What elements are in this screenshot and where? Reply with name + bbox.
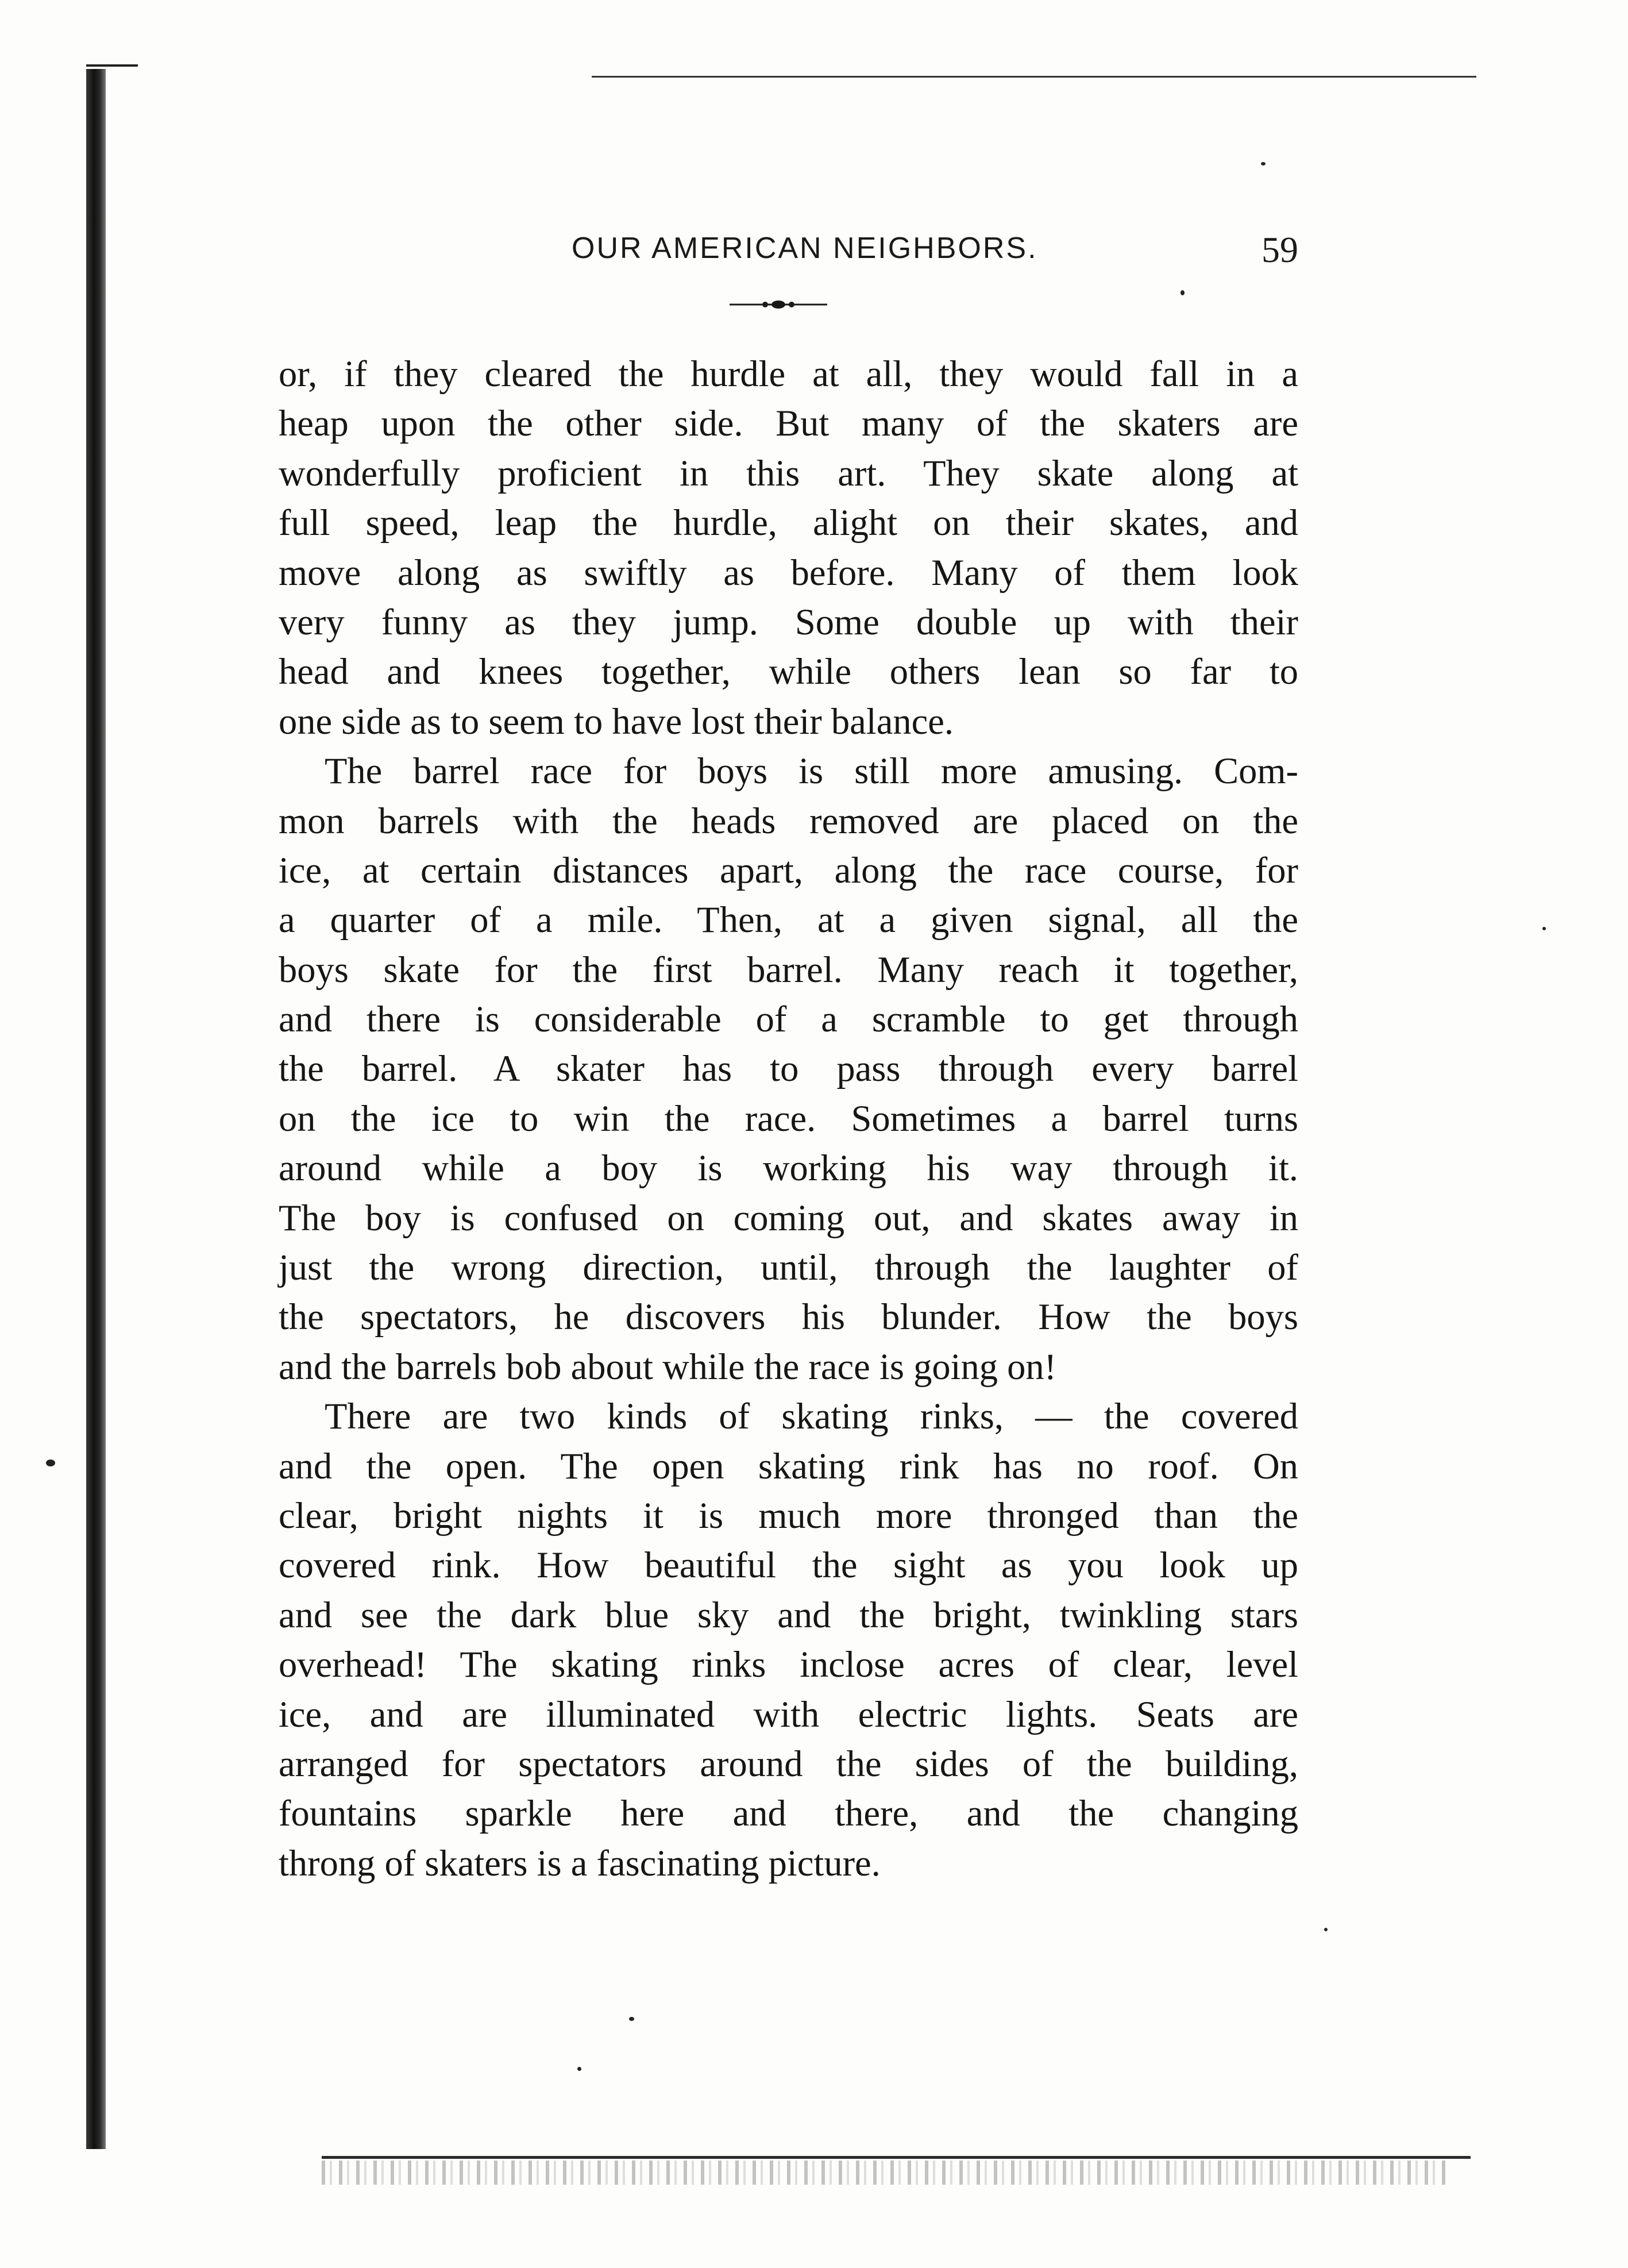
- text-line: throng of skaters is a fascinating picture.: [279, 1842, 881, 1884]
- scan-speck: [1542, 927, 1546, 930]
- running-head: [279, 231, 1298, 271]
- text-line: The barrel race for boys is still more amusing. Com-: [325, 750, 1298, 792]
- scan-speck: [1181, 290, 1185, 295]
- text-line: very funny as they jump. Some double up with their: [279, 601, 1298, 642]
- text-line: ice, and are illuminated with electric lights. Seats are: [279, 1693, 1298, 1735]
- text-line: arranged for spectators around the sides of the building,: [279, 1743, 1298, 1784]
- bottom-scan-rule: [322, 2156, 1471, 2159]
- scan-speck: [577, 2067, 581, 2071]
- gutter-mark: [86, 64, 138, 67]
- text-line: full speed, leap the hurdle, alight on their skates, and: [279, 502, 1298, 544]
- text-line: and the open. The open skating rink has no roof. On: [279, 1445, 1298, 1487]
- text-line: one side as to seem to have lost their balance.: [279, 700, 954, 742]
- scan-speck: [46, 1460, 55, 1466]
- paragraph: [279, 349, 1298, 746]
- text-line: ice, at certain distances apart, along the race course, for: [279, 849, 1298, 891]
- text-line: and see the dark blue sky and the bright, twinkling stars: [279, 1594, 1298, 1635]
- text-line: or, if they cleared the hurdle at all, they would fall in a: [279, 353, 1298, 394]
- text-line: covered rink. How beautiful the sight as you look up: [279, 1545, 1298, 1586]
- scan-speck: [629, 2017, 634, 2021]
- text-line: a quarter of a mile. Then, at a given signal, all the: [279, 899, 1298, 941]
- text-line: move along as swiftly as before. Many of them look: [279, 552, 1298, 593]
- scan-speck: [1261, 162, 1266, 165]
- text-line: just the wrong direction, until, through the laughter of: [279, 1247, 1298, 1288]
- text-line: clear, bright nights it is much more thronged than the: [279, 1495, 1298, 1536]
- text-line: overhead! The skating rinks inclose acres of clear, level: [279, 1644, 1298, 1685]
- paragraph: [279, 1392, 1298, 1888]
- text-line: and there is considerable of a scramble to get through: [279, 999, 1298, 1040]
- text-line: mon barrels with the heads removed are placed on the: [279, 800, 1298, 841]
- running-title: OUR AMERICAN NEIGHBORS.: [572, 232, 1038, 265]
- text-line: boys skate for the first barrel. Many reach it together,: [279, 949, 1298, 990]
- page-number: 59: [1261, 229, 1298, 270]
- scan-smudge: [322, 2161, 1448, 2185]
- text-line: head and knees together, while others lean so far to: [279, 651, 1298, 692]
- text-line: and the barrels bob about while the race is going on!: [279, 1346, 1057, 1387]
- text-line: on the ice to win the race. Sometimes a barrel turns: [279, 1098, 1298, 1139]
- top-scan-rule: [592, 76, 1476, 78]
- text-line: heap upon the other side. But many of the skaters are: [279, 403, 1298, 444]
- text-line: The boy is confused on coming out, and skates away in: [279, 1197, 1298, 1238]
- body-text: [279, 349, 1298, 1888]
- text-line: the spectators, he discovers his blunder. How the boys: [279, 1296, 1298, 1338]
- scan-speck: [1324, 1928, 1328, 1931]
- paragraph: [279, 746, 1298, 1392]
- text-line: the barrel. A skater has to pass through every barrel: [279, 1048, 1298, 1089]
- ornament-divider: [730, 299, 827, 310]
- text-line: fountains sparkle here and there, and the changing: [279, 1793, 1298, 1834]
- binding-gutter-shadow: [86, 69, 106, 2149]
- text-line: wonderfully proficient in this art. They skate along at: [279, 452, 1298, 494]
- text-line: around while a boy is working his way through it.: [279, 1148, 1298, 1189]
- text-line: There are two kinds of skating rinks, — the covered: [325, 1396, 1298, 1437]
